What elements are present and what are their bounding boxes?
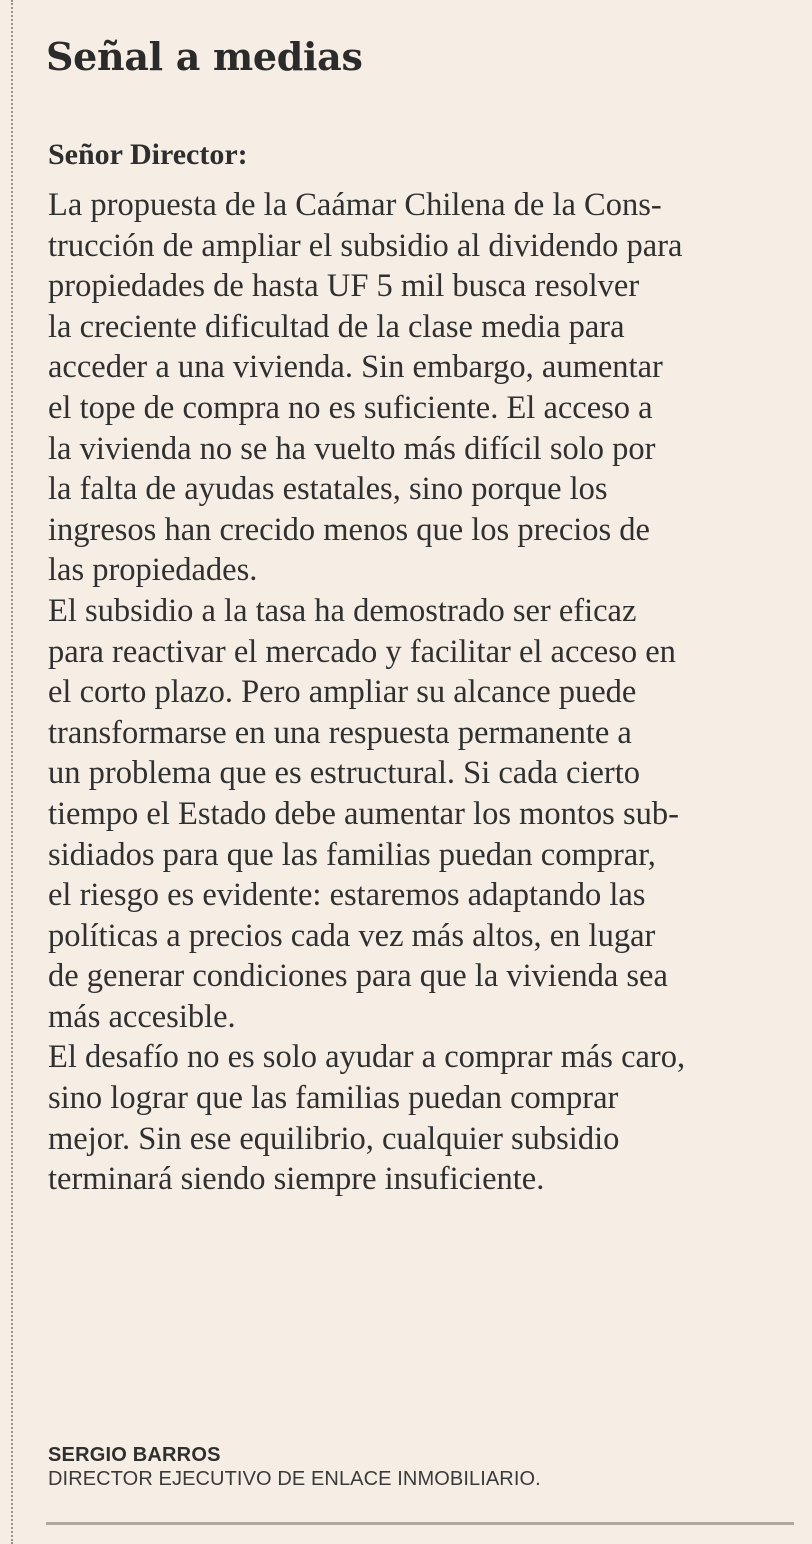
body-line: el riesgo es evidente: estaremos adaptando las xyxy=(48,877,646,914)
author-name: SERGIO BARROS xyxy=(48,1444,221,1466)
body-line: el corto plazo. Pero ampliar su alcance puede xyxy=(48,674,637,711)
letter-title: Señal a medias xyxy=(46,34,363,79)
body-line: propiedades de hasta UF 5 mil busca resolver xyxy=(48,268,640,305)
body-line: ingresos han crecido menos que los precios de xyxy=(48,511,650,548)
dotted-column-divider xyxy=(11,0,13,1544)
body-line: acceder a una vivienda. Sin embargo, aumentar xyxy=(48,349,663,386)
body-line: para reactivar el mercado y facilitar el acceso en xyxy=(48,633,676,670)
body-line: trucción de ampliar el subsidio al dividendo para xyxy=(48,227,683,264)
bottom-divider xyxy=(46,1522,794,1525)
body-line: tiempo el Estado debe aumentar los montos sub- xyxy=(48,795,679,832)
body-line: de generar condiciones para que la vivienda sea xyxy=(48,958,668,995)
body-line: transformarse en una respuesta permanente a xyxy=(48,714,632,751)
body-line: la vivienda no se ha vuelto más difícil solo por xyxy=(48,430,656,467)
letter-salutation: Señor Director: xyxy=(48,138,248,171)
letter-body xyxy=(48,185,793,1200)
author-title: DIRECTOR EJECUTIVO DE ENLACE INMOBILIARIO. xyxy=(48,1468,541,1490)
body-line: la creciente dificultad de la clase media para xyxy=(48,308,625,345)
body-line: las propiedades. xyxy=(48,552,258,589)
body-line: un problema que es estructural. Si cada cierto xyxy=(48,755,640,792)
body-line: sino lograr que las familias puedan comprar xyxy=(48,1080,619,1117)
body-line: el tope de compra no es suficiente. El acceso a xyxy=(48,389,653,426)
body-line: terminará siendo siempre insuficiente. xyxy=(48,1161,545,1198)
body-line: más accesible. xyxy=(48,998,236,1035)
body-line: El subsidio a la tasa ha demostrado ser eficaz xyxy=(48,592,637,629)
body-line: El desafío no es solo ayudar a comprar más caro, xyxy=(48,1039,686,1076)
body-line: La propuesta de la Caámar Chilena de la Cons- xyxy=(48,187,662,223)
body-line: la falta de ayudas estatales, sino porque los xyxy=(48,471,608,508)
body-line: mejor. Sin ese equilibrio, cualquier subsidio xyxy=(48,1120,620,1157)
body-line: sidiados para que las familias puedan comprar, xyxy=(48,836,656,873)
body-line: políticas a precios cada vez más altos, en lugar xyxy=(48,917,656,954)
